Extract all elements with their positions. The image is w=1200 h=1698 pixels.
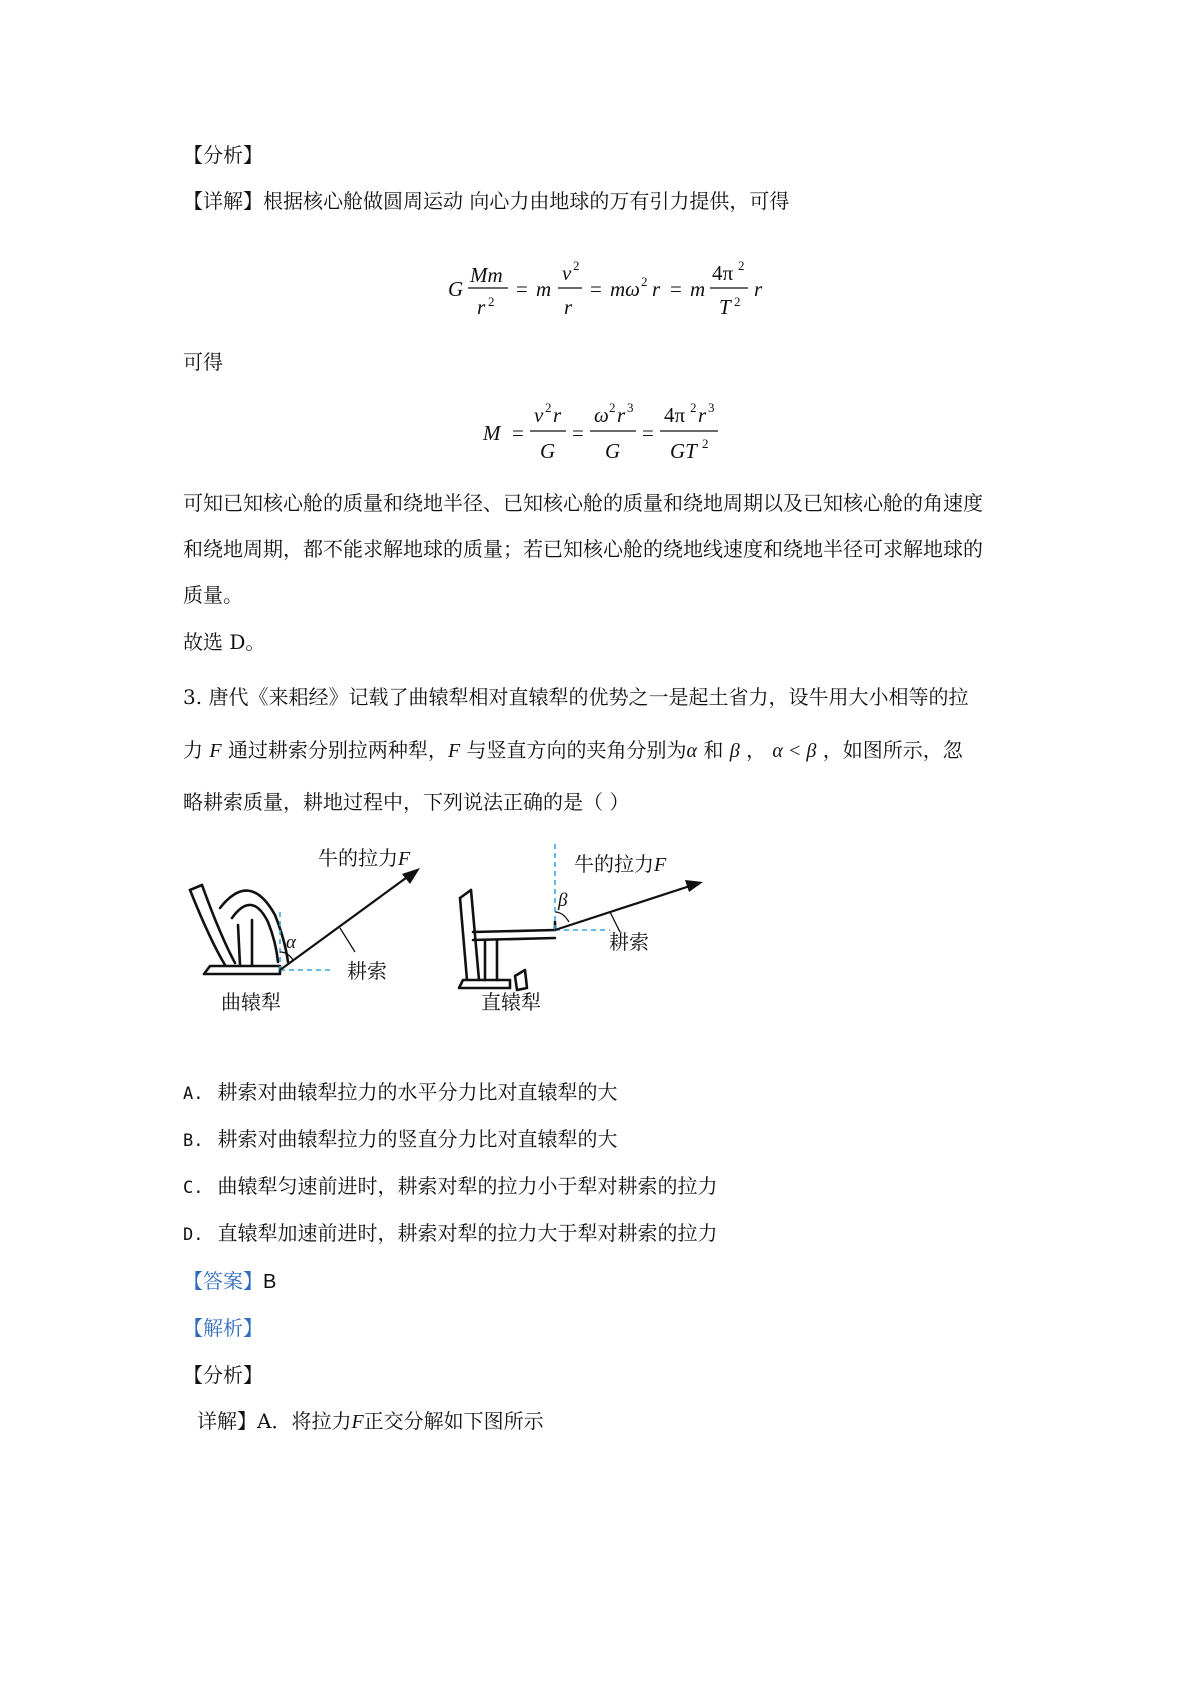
eq1-r: r <box>564 295 573 319</box>
eq1-r-3: r <box>754 277 763 301</box>
curved-force-label: 牛的拉力F <box>318 846 411 870</box>
question-text-2d: ，如图所示，忽 <box>822 738 963 762</box>
option-letter: A. <box>183 1084 204 1104</box>
detail-paragraph <box>183 186 1043 216</box>
option-text: 耕索对曲辕犁拉力的水平分力比对直辕犁的大 <box>217 1080 618 1104</box>
eq1-equals-3: = <box>670 277 682 301</box>
eq1-v: v <box>562 261 572 285</box>
question-text-2c: 与竖直方向的夹角分别为 <box>466 738 687 762</box>
eq1-sq-4: 2 <box>738 258 745 273</box>
eq1-m: m <box>536 277 552 301</box>
beta-symbol: β <box>729 740 740 762</box>
eq2-sq-3: 2 <box>690 400 697 415</box>
eq2-omega: ω <box>594 403 609 427</box>
analysis-heading: 【分析】 <box>183 143 263 167</box>
eq2-M: M <box>483 421 501 445</box>
force-symbol-3: F <box>351 1411 364 1433</box>
jiexi-heading: 【解析】 <box>183 1316 263 1340</box>
eq1-r-2: r <box>652 277 661 301</box>
detail-label: 【详解】 <box>183 189 263 213</box>
question-3-line-2 <box>183 735 1043 766</box>
question-text-2a: 力 <box>183 738 203 762</box>
detail-2-text-a: 详解】A．将拉力 <box>197 1409 352 1433</box>
eq1-sq-3: 2 <box>641 274 648 289</box>
force-symbol: F <box>209 740 222 762</box>
eq1-sq-2: 2 <box>573 258 580 273</box>
eq2-sq-2: 2 <box>609 400 616 415</box>
eq2-r3: r <box>617 403 626 427</box>
conclusion-line-3: 质量。 <box>183 583 243 607</box>
question-number: 3. <box>183 685 203 709</box>
alpha-symbol: α <box>686 740 698 762</box>
eq1-sq-5: 2 <box>734 294 741 309</box>
alpha-label: α <box>286 932 296 953</box>
comma-text: ， <box>746 738 767 762</box>
answer-line <box>183 1266 1043 1297</box>
curved-rope-label: 耕索 <box>347 959 387 983</box>
eq2-G-1: G <box>540 439 556 463</box>
eq2-equals-3: = <box>642 421 654 445</box>
gravity-equation <box>0 250 1200 330</box>
plow-base <box>204 966 280 974</box>
rope-line <box>280 875 410 970</box>
curved-plow-name: 曲辕犁 <box>221 990 281 1014</box>
inequality: α < β <box>772 740 817 762</box>
eq2-sq-1: 2 <box>545 400 552 415</box>
eq1-numerator-Mm: Mm <box>470 263 503 287</box>
eq2-r: r <box>553 403 562 427</box>
eq2-4pi: 4π <box>664 403 686 427</box>
eq1-m-omega: mω <box>610 277 640 301</box>
eq2-GT: GT <box>670 439 697 463</box>
eq2-sq-4: 2 <box>702 436 709 451</box>
eq1-sq-1: 2 <box>488 294 495 309</box>
option-a <box>183 1077 617 1109</box>
option-letter: D. <box>183 1225 204 1245</box>
detail-2-line <box>197 1406 1057 1437</box>
option-c <box>183 1171 717 1203</box>
eq1-denominator-r: r <box>477 295 486 319</box>
eq2-cube-1: 3 <box>627 400 634 415</box>
option-text: 耕索对曲辕犁拉力的竖直分力比对直辕犁的大 <box>217 1127 618 1151</box>
eq2-equals-1: = <box>512 421 524 445</box>
choice-statement: 故选 D。 <box>183 630 266 654</box>
eq1-G: G <box>448 277 464 301</box>
straight-beam <box>473 922 555 932</box>
conclusion-line-2: 和绕地周期，都不能求解地球的质量；若已知核心舱的绕地线速度和绕地半径可求解地球的 <box>183 537 983 561</box>
conclusion-line-1: 可知已知核心舱的质量和绕地半径、已知核心舱的质量和绕地周期以及已知核心舱的角速度 <box>183 491 983 515</box>
eq2-equals-2: = <box>572 421 584 445</box>
straight-force-label: 牛的拉力F <box>574 852 667 876</box>
eq1-equals-1: = <box>516 277 528 301</box>
eq2-r-2: r <box>698 403 707 427</box>
eq1-equals-2: = <box>590 277 602 301</box>
question-text-1: 唐代《来耜经》记载了曲辕犁相对直辕犁的优势之一是起土省力，设牛用大小相等的拉 <box>208 685 969 709</box>
option-b <box>183 1124 617 1156</box>
eq1-m-2: m <box>690 277 706 301</box>
eq2-G-2: G <box>605 439 621 463</box>
keyi-text: 可得 <box>183 350 223 374</box>
eq1-T: T <box>719 295 731 319</box>
answer-label: 【答案】 <box>183 1269 263 1293</box>
mass-equation <box>0 398 1200 478</box>
eq1-4pi: 4π <box>712 261 734 285</box>
arrow-head <box>685 880 703 892</box>
analysis-heading-2: 【分析】 <box>183 1363 263 1387</box>
detail-text: 根据核心舱做圆周运动 向心力由地球的万有引力提供，可得 <box>263 189 790 213</box>
and-text: 和 <box>697 738 724 762</box>
option-d <box>183 1218 717 1250</box>
answer-value: B <box>263 1271 277 1293</box>
question-3-line-1 <box>183 682 1043 712</box>
beta-label: β <box>558 890 568 911</box>
straight-rope-label: 耕索 <box>609 930 649 954</box>
plow-handle <box>460 898 467 980</box>
option-letter: C. <box>183 1178 204 1198</box>
option-text: 直辕犁加速前进时，耕索对犁的拉力大于犁对耕索的拉力 <box>217 1221 718 1245</box>
straight-plow-name: 直辕犁 <box>481 990 541 1014</box>
option-letter: B. <box>183 1131 204 1151</box>
question-text-2b: 通过耕索分别拉两种犁， <box>227 738 448 762</box>
eq2-cube-2: 3 <box>708 400 715 415</box>
eq2-v: v <box>534 403 544 427</box>
option-text: 曲辕犁匀速前进时，耕索对犁的拉力小于犁对耕索的拉力 <box>217 1174 718 1198</box>
rope-line <box>555 885 693 930</box>
detail-2-text-b: 正交分解如下图所示 <box>363 1409 544 1433</box>
question-3-line-3: 略耕索质量，耕地过程中，下列说法正确的是（ ） <box>183 790 630 814</box>
force-symbol-2: F <box>447 740 461 762</box>
